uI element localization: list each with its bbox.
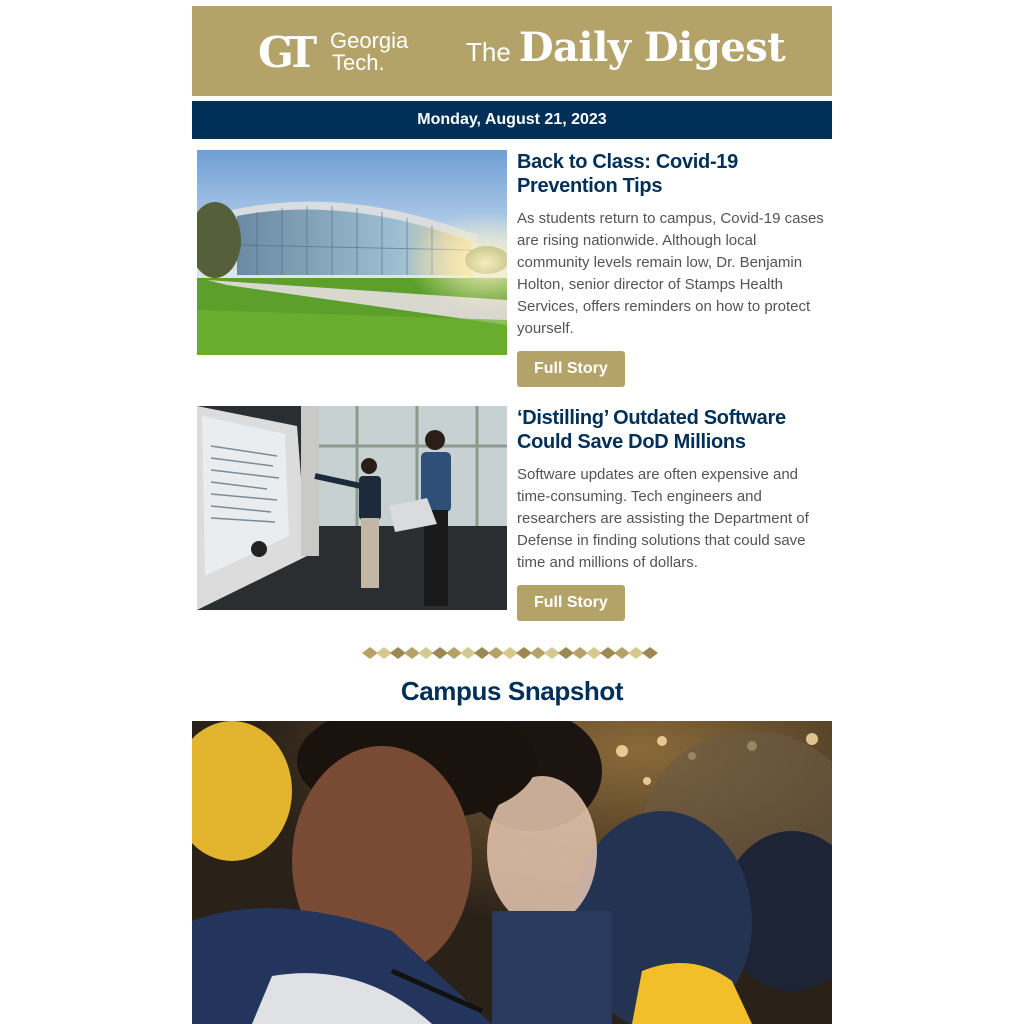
story-summary: Software updates are often expensive and time-consuming. Tech engineers and researchers are assisting the Department of Defense in finding solutions that could save time and millions of dollars. [517,466,809,571]
title-prefix: The [466,37,511,67]
title-main: Daily Digest [518,24,786,71]
diamond-shape [446,647,462,659]
gt-logo-mark: GT [258,28,310,77]
diamond-shape [502,647,518,659]
diamond-shape [460,647,476,659]
campus-snapshot-image[interactable] [192,721,832,1024]
full-story-button[interactable]: Full Story [517,351,625,387]
story-image-building[interactable] [197,150,507,355]
diamond-shape [488,647,504,659]
logo-line-tech: Tech. [332,50,385,75]
story-summary: As students return to campus, Covid-19 cases are rising nationwide. Although local community levels remain low, Dr. Benjamin Holton, senior director of Stamps Health Services, offers reminders on how to protect yourself. [517,210,824,337]
logo-line-georgia: Georgia [330,28,409,53]
diamond-shape [516,647,532,659]
story-body [517,150,832,387]
diamond-shape [628,647,644,659]
diamond-shape [572,647,588,659]
story-image-researchers[interactable] [197,406,507,610]
section-title-campus-snapshot: Campus Snapshot [400,676,624,706]
diamond-shape [600,647,616,659]
story-title[interactable]: ‘Distilling’ Outdated Software Could Save DoD Millions [517,407,786,453]
diamond-shape [390,647,406,659]
story-title[interactable]: Back to Class: Covid-19 Prevention Tips [517,151,738,197]
diamond-divider-icon [362,645,662,661]
diamond-shape [404,647,420,659]
diamond-shape [432,647,448,659]
newsletter-header [192,6,832,96]
diamond-shape [474,647,490,659]
full-story-button[interactable]: Full Story [517,585,625,621]
diamond-shape [418,647,434,659]
diamond-shape [614,647,630,659]
diamond-shape [586,647,602,659]
georgia-tech-logo[interactable] [258,28,418,78]
date-bar: Monday, August 21, 2023 [192,101,832,139]
logo-wordmark [330,30,408,74]
diamond-shape [558,647,574,659]
diamond-shape [530,647,546,659]
diamond-shape [376,647,392,659]
newsletter-title [466,24,785,80]
diamond-shape [642,647,658,659]
story-body [517,406,832,621]
diamond-shape [544,647,560,659]
diamond-shape [362,647,378,659]
